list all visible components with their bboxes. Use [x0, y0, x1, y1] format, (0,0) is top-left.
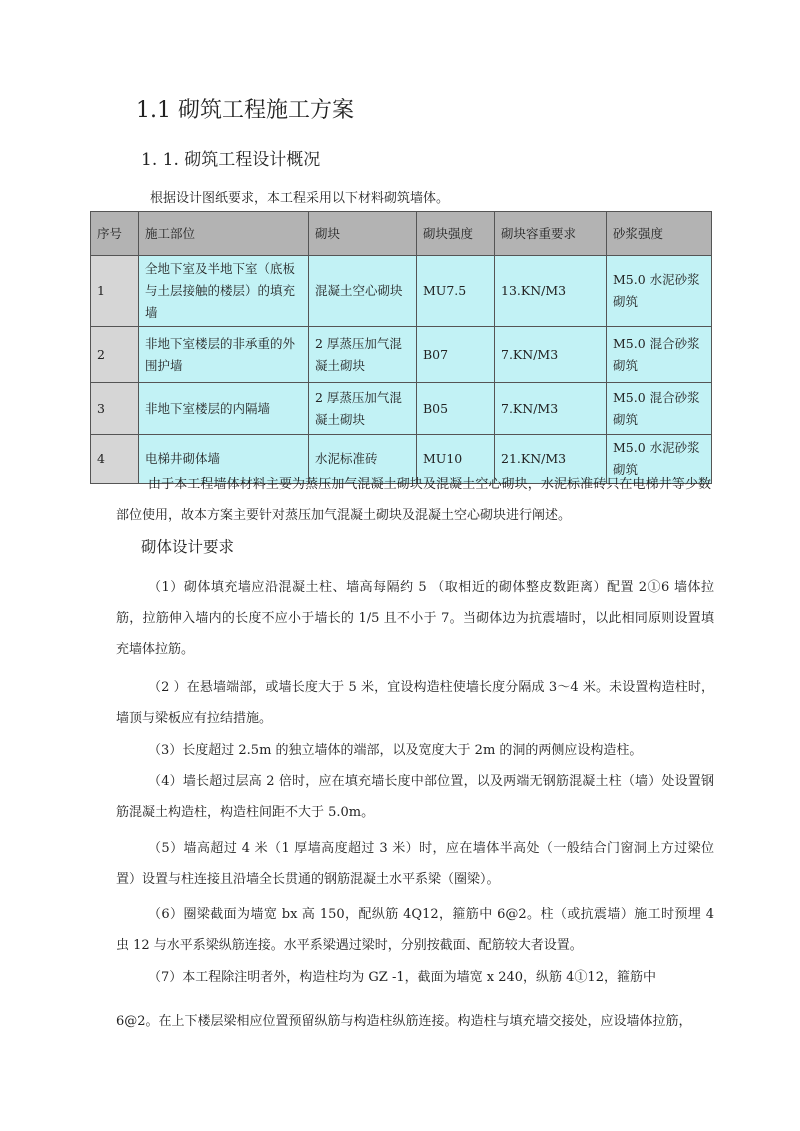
requirement-item-1: （1）砌体填充墙应沿混凝土柱、墙高每隔约 5 （取相近的砌体整皮数距离）配置 2①6 墙体拉筋，拉筋伸入墙内的长度不应小于墙长的 1/5 且不小于 7。当砌体边为抗震墙时，以此相同原则设置填充墙体拉筋。	[116, 580, 714, 657]
table-row	[91, 383, 712, 435]
cell-block-strength: B05	[417, 383, 495, 435]
requirements-heading: 砌体设计要求	[141, 538, 235, 556]
cell-location: 电梯井砌体墙	[139, 435, 309, 484]
section-heading: 1.1 砌筑工程施工方案	[136, 98, 354, 123]
cell-index: 4	[91, 435, 139, 484]
cell-location: 非地下室楼层的内隔墙	[139, 383, 309, 435]
cell-index: 2	[91, 327, 139, 383]
cell-density: 13.KN/M3	[495, 256, 607, 327]
cell-mortar: M5.0 水泥砂浆砌筑	[607, 256, 712, 327]
cell-block: 2 厚蒸压加气混凝土砌块	[309, 383, 417, 435]
cell-density: 7.KN/M3	[495, 327, 607, 383]
table-header-row	[91, 212, 712, 256]
cell-mortar: M5.0 混合砂浆砌筑	[607, 383, 712, 435]
cell-block: 混凝土空心砌块	[309, 256, 417, 327]
requirement-item-6: （6）圈梁截面为墙宽 bx 高 150，配纵筋 4Q12，箍筋中 6@2。柱（或抗震墙）施工时预埋 4 虫 12 与水平系梁纵筋连接。水平系梁遇过梁时，分别按截面、配筋较大者设置。	[116, 907, 714, 953]
cell-location: 全地下室及半地下室（底板与土层接触的楼层）的填充墙	[139, 256, 309, 327]
cell-mortar: M5.0 混合砂浆砌筑	[607, 327, 712, 383]
cell-block: 水泥标准砖	[309, 435, 417, 484]
cell-mortar: M5.0 水泥砂浆砌筑	[607, 435, 712, 484]
requirement-item-5: （5）墙高超过 4 米（1 厚墙高度超过 3 米）时，应在墙体半高处（一般结合门窗洞上方过梁位置）设置与柱连接且沿墙全长贯通的钢筋混凝土水平系梁（圈梁）。	[116, 841, 714, 887]
requirement-item-7: （7）本工程除注明者外，构造柱均为 GZ -1，截面为墙宽 x 240，纵筋 4①12，箍筋中	[148, 970, 656, 985]
cell-density: 7.KN/M3	[495, 383, 607, 435]
cell-index: 3	[91, 383, 139, 435]
header-density: 砌块容重要求	[495, 212, 607, 256]
header-block: 砌块	[309, 212, 417, 256]
cell-location: 非地下室楼层的非承重的外围护墙	[139, 327, 309, 383]
intro-paragraph: 根据设计图纸要求，本工程采用以下材料砌筑墙体。	[150, 191, 450, 206]
requirement-item-2: （2 ）在悬墙端部，或墙长度大于 5 米，宜设构造柱使墙长度分隔成 3〜4 米。未设置构造柱时，墙顶与梁板应有拉结措施。	[116, 680, 714, 726]
table-row	[91, 327, 712, 383]
cell-block-strength: MU7.5	[417, 256, 495, 327]
subsection-heading: 1. 1. 砌筑工程设计概况	[141, 150, 321, 170]
header-index: 序号	[91, 212, 139, 256]
cell-block-strength: B07	[417, 327, 495, 383]
materials-table	[90, 211, 712, 484]
summary-paragraph: 由于本工程墙体材料主要为蒸压加气混凝土砌块及混凝土空心砌块，水泥标准砖只在电梯井等少数部位使用，故本方案主要针对蒸压加气混凝土砌块及混凝土空心砌块进行阐述。	[116, 477, 711, 523]
cell-block: 2 厚蒸压加气混凝土砌块	[309, 327, 417, 383]
header-mortar: 砂浆强度	[607, 212, 712, 256]
requirement-item-3: （3）长度超过 2.5m 的独立墙体的端部，以及宽度大于 2m 的洞的两侧应设构造柱。	[148, 743, 643, 758]
cell-block-strength: MU10	[417, 435, 495, 484]
requirement-item-7-continued: 6@2。在上下楼层梁相应位置预留纵筋与构造柱纵筋连接。构造柱与填充墙交接处，应设墙体拉筋，	[116, 1014, 692, 1029]
requirement-item-4: （4）墙长超过层高 2 倍时，应在填充墙长度中部位置，以及两端无钢筋混凝土柱（墙）处设置钢筋混凝土构造柱，构造柱间距不大于 5.0m。	[116, 774, 714, 820]
header-location: 施工部位	[139, 212, 309, 256]
cell-index: 1	[91, 256, 139, 327]
header-block-strength: 砌块强度	[417, 212, 495, 256]
cell-density: 21.KN/M3	[495, 435, 607, 484]
table-row	[91, 256, 712, 327]
